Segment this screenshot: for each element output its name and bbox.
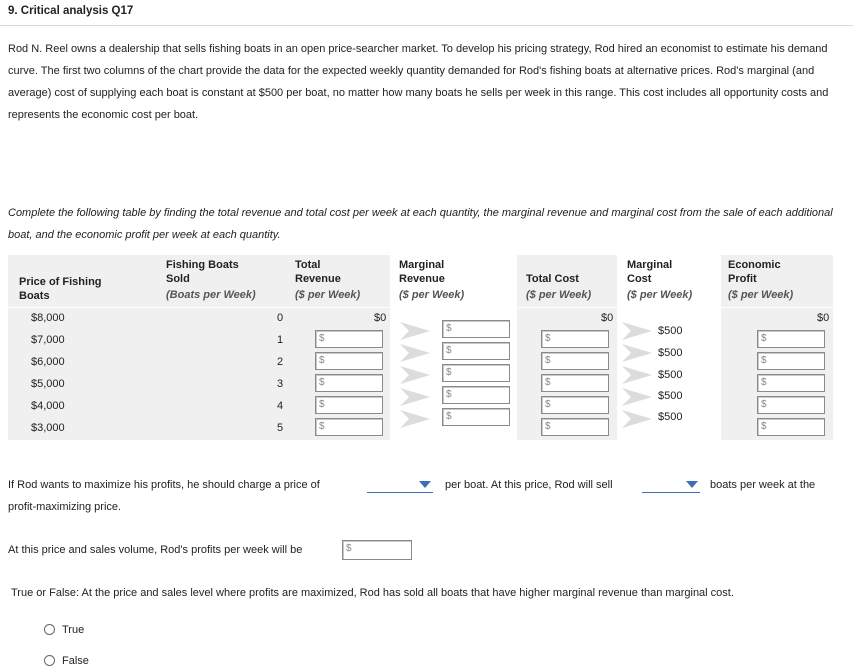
radio-true-label: True [62, 624, 85, 636]
marginal-revenue-input[interactable] [442, 342, 510, 360]
quantity-cell: 4 [277, 400, 284, 412]
table-header-rule [8, 307, 833, 308]
economic-profit-input[interactable] [757, 374, 825, 392]
total-revenue-input[interactable] [315, 330, 383, 348]
quantity-cell: 5 [277, 422, 284, 434]
dollar-prefix: $ [761, 333, 767, 344]
chevron-right-icon [622, 320, 652, 342]
price-cell: $3,000 [31, 422, 65, 434]
dollar-prefix: $ [446, 411, 452, 422]
marginal-cost-value: $500 [658, 347, 683, 359]
quantity-cell: 1 [277, 334, 284, 346]
marginal-cost-value: $500 [658, 325, 683, 337]
total-cost-zero: $0 [601, 312, 614, 324]
radio-false[interactable] [44, 655, 55, 666]
marginal-cost-value: $500 [658, 390, 683, 402]
chevron-right-icon [400, 320, 430, 342]
boats-dropdown[interactable] [642, 476, 700, 493]
dollar-prefix: $ [545, 355, 551, 366]
dollar-prefix: $ [545, 377, 551, 388]
economic-profit-input[interactable] [757, 330, 825, 348]
table-instruction: Complete the following table by finding the total revenue and total cost per week at each quantity, the marginal revenue and marginal cost from the sale of each additional boat, and the economic profit per week at each quantity. [8, 207, 833, 241]
header-boats-unit: (Boats per Week) [166, 289, 256, 301]
total-cost-input[interactable] [541, 396, 609, 414]
dollar-prefix: $ [761, 399, 767, 410]
dollar-prefix: $ [761, 377, 767, 388]
dollar-prefix: $ [446, 345, 452, 356]
chevron-down-icon [686, 481, 698, 488]
dollar-prefix: $ [446, 323, 452, 334]
dollar-prefix: $ [319, 333, 325, 344]
radio-true[interactable] [44, 624, 55, 635]
total-revenue-input[interactable] [315, 352, 383, 370]
header-tc-unit: ($ per Week) [526, 289, 592, 301]
chevron-right-icon [400, 364, 430, 386]
header-mc-unit: ($ per Week) [627, 289, 693, 301]
economic-profit-input[interactable] [757, 396, 825, 414]
marginal-cost-value: $500 [658, 411, 683, 423]
header-ep-unit: ($ per Week) [728, 289, 794, 301]
economic-profit-input[interactable] [757, 418, 825, 436]
profit-max-text-b: per boat. At this price, Rod will sell [445, 479, 613, 491]
quantity-cell: 3 [277, 378, 284, 390]
price-cell: $4,000 [31, 400, 65, 412]
profit-max-text-d: profit-maximizing price. [8, 501, 122, 513]
price-cell: $5,000 [31, 378, 65, 390]
dollar-prefix: $ [545, 333, 551, 344]
total-cost-input[interactable] [541, 330, 609, 348]
marginal-revenue-input[interactable] [442, 408, 510, 426]
dollar-prefix: $ [319, 377, 325, 388]
marginal-revenue-input[interactable] [442, 386, 510, 404]
quantity-cell: 2 [277, 356, 284, 368]
dollar-prefix: $ [545, 399, 551, 410]
quantity-cell: 0 [277, 312, 284, 324]
header-price: Price of Fishing Boats [19, 276, 102, 302]
chevron-right-icon [622, 342, 652, 364]
dollar-prefix: $ [545, 421, 551, 432]
question-intro: Rod N. Reel owns a dealership that sells fishing boats in an open price-searcher market. To develop his pricing strategy, Rod hired an economist to estimate his demand curve. The first two columns of the chart provide the data for the expected weekly quantity demanded for Rod's fishing boats at alternative prices. Rod's marginal (and average) cost of supplying each boat is constant at $500 per boat, no matter how many boats he sells per week in this range. This cost includes all opportunity costs and represents the economic cost per boat. [8, 43, 829, 121]
header-boats: Fishing Boats Sold [166, 259, 239, 285]
chevron-down-icon [419, 481, 431, 488]
chevron-right-icon [622, 386, 652, 408]
total-revenue-zero: $0 [374, 312, 387, 324]
total-revenue-input[interactable] [315, 374, 383, 392]
header-mr-unit: ($ per Week) [399, 289, 465, 301]
chevron-right-icon [622, 408, 652, 430]
header-marginal-revenue: Marginal Revenue [399, 259, 445, 285]
marginal-cost-value: $500 [658, 369, 683, 381]
economic-profit-input[interactable] [757, 352, 825, 370]
total-cost-input[interactable] [541, 352, 609, 370]
question-title: 9. Critical analysis Q17 [8, 5, 134, 17]
dollar-prefix: $ [446, 367, 452, 378]
price-cell: $8,000 [31, 312, 65, 324]
total-revenue-input[interactable] [315, 418, 383, 436]
dollar-prefix: $ [319, 355, 325, 366]
dollar-prefix: $ [346, 543, 352, 554]
total-cost-input[interactable] [541, 374, 609, 392]
total-cost-input[interactable] [541, 418, 609, 436]
marginal-revenue-input[interactable] [442, 320, 510, 338]
dollar-prefix: $ [761, 355, 767, 366]
profit-max-text-a: If Rod wants to maximize his profits, he should charge a price of [8, 479, 320, 491]
dollar-prefix: $ [761, 421, 767, 432]
price-dropdown[interactable] [367, 476, 433, 493]
chevron-right-icon [400, 386, 430, 408]
marginal-revenue-input[interactable] [442, 364, 510, 382]
dollar-prefix: $ [446, 389, 452, 400]
header-marginal-cost: Marginal Cost [627, 259, 673, 285]
dollar-prefix: $ [319, 399, 325, 410]
header-tr-unit: ($ per Week) [295, 289, 361, 301]
true-false-prompt: True or False: At the price and sales level where profits are maximized, Rod has sold all boats that have higher marginal revenue than marginal cost. [11, 587, 734, 599]
chevron-right-icon [622, 364, 652, 386]
title-divider [0, 25, 853, 26]
dollar-prefix: $ [319, 421, 325, 432]
chevron-right-icon [400, 342, 430, 364]
price-cell: $7,000 [31, 334, 65, 346]
header-total-revenue: Total Revenue [295, 259, 341, 285]
header-total-cost: Total Cost [526, 273, 579, 285]
weekly-profit-input[interactable] [342, 540, 412, 560]
chevron-right-icon [400, 408, 430, 430]
total-revenue-input[interactable] [315, 396, 383, 414]
profit-sentence: At this price and sales volume, Rod's profits per week will be [8, 544, 303, 556]
radio-false-label: False [62, 655, 89, 667]
header-economic-profit: Economic Profit [728, 259, 781, 285]
price-cell: $6,000 [31, 356, 65, 368]
economic-profit-zero: $0 [817, 312, 830, 324]
profit-max-text-c: boats per week at the [710, 479, 816, 491]
